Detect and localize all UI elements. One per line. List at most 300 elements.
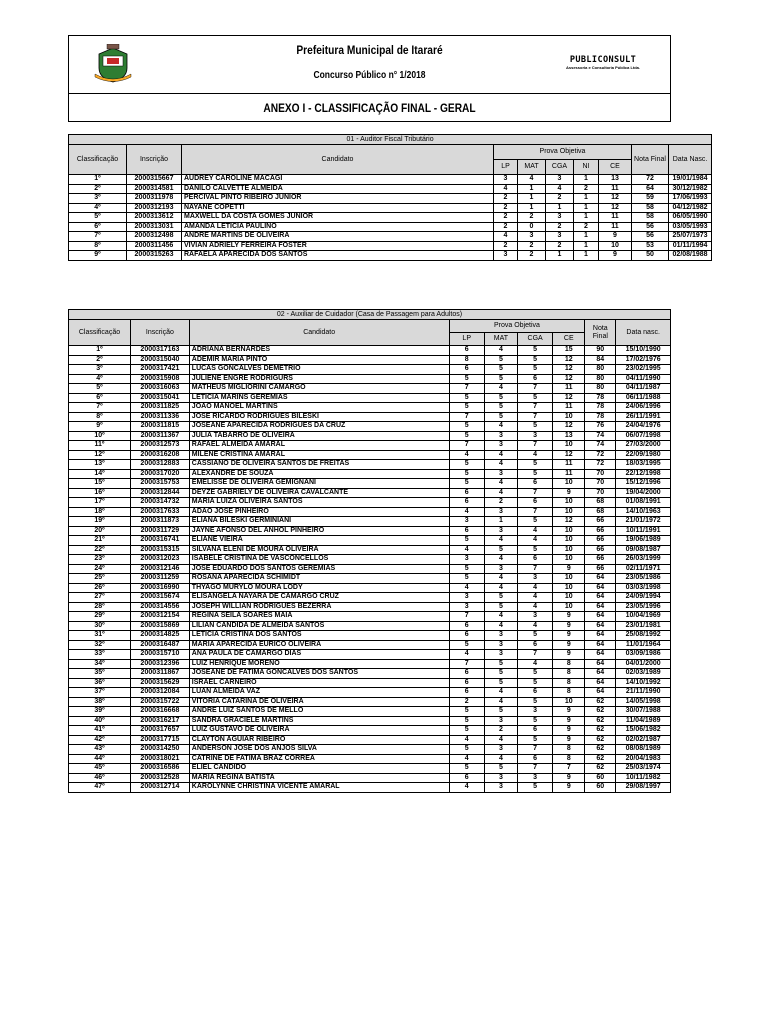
cell-cga: 5 [517,460,552,470]
cell-ce: 10 [553,602,585,612]
cell-lp: 4 [494,232,518,242]
cell-ce: 10 [553,526,585,536]
section-title: 01 - Auditor Fiscal Tributário [69,135,712,145]
cell-nota-final: 74 [585,441,616,451]
cell-inscricao: 2000317163 [131,346,190,356]
cell-mat: 3 [484,745,517,755]
cell-candidato: MARIA LUIZA OLIVEIRA SANTOS [189,498,449,508]
cell-lp: 3 [494,251,518,261]
cell-nota-final: 62 [585,745,616,755]
cell-mat: 3 [484,783,517,793]
cell-classificacao: 36º [69,678,131,688]
cell-mat: 5 [484,602,517,612]
cell-mat: 5 [484,764,517,774]
cell-classificacao: 5º [69,384,131,394]
cell-lp: 3 [494,175,518,185]
cell-classificacao: 21º [69,536,131,546]
cell-candidato: JOSEPH WILLIAN RODRIGUES BEZERRA [189,602,449,612]
cell-nota-final: 64 [585,612,616,622]
table-row [69,669,671,679]
cell-classificacao: 3º [69,365,131,375]
cell-nota-final: 80 [585,384,616,394]
cell-inscricao: 2000312084 [131,688,190,698]
cell-nota-final: 62 [585,764,616,774]
cell-classificacao: 17º [69,498,131,508]
cell-ce: 10 [553,583,585,593]
table-row [69,555,671,565]
cell-nota-final: 78 [585,403,616,413]
cell-mat: 5 [484,355,517,365]
cell-candidato: LILIAN CANDIDA DE ALMEIDA SANTOS [189,621,449,631]
cell-cga: 3 [517,612,552,622]
cell-lp: 2 [494,213,518,223]
cell-classificacao: 43º [69,745,131,755]
cell-data-nasc: 14/05/1998 [616,697,671,707]
cell-candidato: SILVANA ELENI DE MOURA OLIVEIRA [189,545,449,555]
cell-mat: 3 [484,773,517,783]
cell-lp: 4 [449,754,484,764]
cell-lp: 7 [449,659,484,669]
cell-cga: 7 [517,650,552,660]
cell-candidato: ELIANE VIEIRA [189,536,449,546]
cell-data-nasc: 02/08/1988 [669,251,712,261]
cell-cga: 6 [517,498,552,508]
cell-ce: 10 [599,241,632,251]
cell-cga: 6 [517,754,552,764]
table-row [69,251,712,261]
table-row [69,365,671,375]
col-ce: CE [553,333,585,346]
cell-inscricao: 2000315040 [131,355,190,365]
cell-ce: 11 [553,403,585,413]
cell-classificacao: 2º [69,184,127,194]
cell-cga: 5 [517,783,552,793]
cell-mat: 3 [484,469,517,479]
cell-lp: 6 [449,631,484,641]
cell-mat: 5 [484,707,517,717]
cell-nota-final: 64 [585,621,616,631]
cell-mat: 5 [484,659,517,669]
cell-candidato: VIVIAN ADRIELY FERREIRA FOSTER [182,241,494,251]
cell-data-nasc: 02/11/1971 [616,564,671,574]
cell-candidato: MATHEUS MIGLIORINI CAMARGO [189,384,449,394]
cell-classificacao: 45º [69,764,131,774]
table-row [69,764,671,774]
cell-mat: 3 [484,431,517,441]
cell-classificacao: 37º [69,688,131,698]
cell-nota-final: 60 [585,783,616,793]
cell-nota-final: 64 [585,659,616,669]
cell-ce: 10 [553,545,585,555]
cell-data-nasc: 02/03/1989 [616,669,671,679]
cell-data-nasc: 17/02/1976 [616,355,671,365]
header-top [69,36,670,94]
cell-ce: 12 [553,517,585,527]
cell-nota-final: 64 [585,574,616,584]
col-ni: NI [574,160,599,175]
cell-cga: 2 [546,194,574,204]
cell-mat: 3 [484,526,517,536]
cell-nota-final: 56 [632,232,669,242]
table-row [69,697,671,707]
cell-mat: 2 [518,213,546,223]
cell-data-nasc: 23/05/1986 [616,574,671,584]
cell-ce: 10 [553,697,585,707]
cell-candidato: ELIEL CANDIDO [189,764,449,774]
cell-data-nasc: 02/02/1987 [616,735,671,745]
cell-candidato: SANDRA GRACIELE MARTINS [189,716,449,726]
cell-inscricao: 2000315908 [131,374,190,384]
cell-data-nasc: 10/11/1982 [616,773,671,783]
table-row [69,517,671,527]
table-row [69,498,671,508]
table-row [69,612,671,622]
cell-lp: 6 [449,621,484,631]
cell-mat: 4 [484,612,517,622]
cell-mat: 2 [484,498,517,508]
cell-classificacao: 15º [69,479,131,489]
cell-lp: 4 [449,545,484,555]
cell-ce: 7 [553,764,585,774]
cell-cga: 7 [517,403,552,413]
table-row [69,222,712,232]
cell-nota-final: 72 [585,450,616,460]
table-row [69,460,671,470]
cell-inscricao: 2000312844 [131,488,190,498]
cell-nota-final: 50 [632,251,669,261]
cell-data-nasc: 25/08/1992 [616,631,671,641]
cell-candidato: LUCAS GONCALVES DEMETRIO [189,365,449,375]
cell-candidato: RAFAEL ALMEIDA AMARAL [189,441,449,451]
cell-nota-final: 80 [585,374,616,384]
cell-classificacao: 2º [69,355,131,365]
cell-candidato: CATRINE DE FATIMA BRAZ CORREA [189,754,449,764]
cell-nota-final: 64 [585,640,616,650]
cell-lp: 6 [449,526,484,536]
cell-classificacao: 28º [69,602,131,612]
cell-data-nasc: 10/04/1969 [616,612,671,622]
cell-data-nasc: 03/03/1998 [616,583,671,593]
cell-lp: 5 [449,726,484,736]
cell-candidato: NAYANE COPETTI [182,203,494,213]
cell-cga: 1 [546,203,574,213]
cell-data-nasc: 06/11/1988 [616,393,671,403]
cell-mat: 3 [518,232,546,242]
cell-mat: 4 [484,574,517,584]
cell-mat: 4 [518,175,546,185]
cell-data-nasc: 10/11/1991 [616,526,671,536]
cell-inscricao: 2000312498 [127,232,182,242]
cell-candidato: ELIANA BILESKI GERMINIANI [189,517,449,527]
cell-classificacao: 47º [69,783,131,793]
cell-candidato: ISABELE CRISTINA DE VASCONCELLOS [189,555,449,565]
cell-ce: 8 [553,688,585,698]
cell-ni: 1 [574,241,599,251]
cell-cga: 4 [517,450,552,460]
cell-mat: 4 [484,346,517,356]
cell-mat: 5 [484,403,517,413]
cell-candidato: LUIZ HENRIQUE MORENO [189,659,449,669]
cell-classificacao: 42º [69,735,131,745]
cell-mat: 3 [484,507,517,517]
cell-cga: 5 [517,697,552,707]
cell-candidato: VITORIA CATARINA DE OLIVEIRA [189,697,449,707]
cell-cga: 6 [517,640,552,650]
cell-mat: 3 [484,564,517,574]
cell-mat: 3 [484,441,517,451]
cell-lp: 6 [449,669,484,679]
cell-ce: 11 [553,469,585,479]
cell-data-nasc: 25/03/1974 [616,764,671,774]
cell-inscricao: 2000317633 [131,507,190,517]
cell-cga: 5 [517,631,552,641]
cell-inscricao: 2000312528 [131,773,190,783]
cell-nota-final: 66 [585,526,616,536]
cell-cga: 4 [517,593,552,603]
cell-ce: 10 [553,507,585,517]
cell-classificacao: 24º [69,564,131,574]
cell-inscricao: 2000317421 [131,365,190,375]
cell-lp: 6 [449,678,484,688]
cell-lp: 5 [449,374,484,384]
cell-classificacao: 27º [69,593,131,603]
cell-data-nasc: 27/03/2000 [616,441,671,451]
cell-inscricao: 2000315315 [131,545,190,555]
cell-candidato: ANDRE LUIZ SANTOS DE MELLO [189,707,449,717]
auxiliar-cuidador-table [68,309,671,793]
cell-mat: 4 [484,479,517,489]
cell-ce: 9 [553,631,585,641]
cell-classificacao: 30º [69,621,131,631]
cell-lp: 7 [449,441,484,451]
cell-candidato: DANILO CALVETTE ALMEIDA [182,184,494,194]
cell-inscricao: 2000312146 [131,564,190,574]
cell-mat: 3 [484,640,517,650]
cell-mat: 2 [484,726,517,736]
table-row [69,422,671,432]
cell-nota-final: 58 [632,203,669,213]
cell-classificacao: 31º [69,631,131,641]
cell-nota-final: 62 [585,726,616,736]
cell-nota-final: 58 [632,213,669,223]
cell-ni: 1 [574,194,599,204]
cell-candidato: LETICIA MARINS GEREMIAS [189,393,449,403]
table-row [69,707,671,717]
cell-ce: 9 [553,621,585,631]
cell-cga: 5 [517,422,552,432]
cell-nota-final: 64 [585,602,616,612]
cell-inscricao: 2000315722 [131,697,190,707]
cell-nota-final: 90 [585,346,616,356]
cell-inscricao: 2000314825 [131,631,190,641]
cell-cga: 3 [546,175,574,185]
col-inscricao: Inscrição [127,145,182,175]
cell-candidato: JOAO MANOEL MARTINS [189,403,449,413]
cell-ni: 1 [574,232,599,242]
cell-cga: 5 [517,365,552,375]
cell-ce: 11 [599,222,632,232]
cell-classificacao: 32º [69,640,131,650]
cell-candidato: JOSEANE APARECIDA RODRIGUES DA CRUZ [189,422,449,432]
cell-ce: 9 [553,612,585,622]
cell-ce: 10 [553,555,585,565]
cell-ce: 13 [553,431,585,441]
cell-nota-final: 62 [585,697,616,707]
cell-cga: 3 [517,431,552,441]
auditor-fiscal-rows [69,175,712,261]
cell-lp: 2 [494,203,518,213]
cell-cga: 7 [517,507,552,517]
cell-mat: 4 [484,422,517,432]
cell-cga: 3 [546,213,574,223]
cell-classificacao: 4º [69,374,131,384]
cell-inscricao: 2000311729 [131,526,190,536]
cell-ce: 9 [553,707,585,717]
cell-nota-final: 64 [632,184,669,194]
cell-mat: 4 [484,754,517,764]
cell-lp: 5 [449,536,484,546]
table-row [69,545,671,555]
cell-nota-final: 70 [585,479,616,489]
cell-ce: 9 [553,726,585,736]
cell-nota-final: 66 [585,545,616,555]
table-row [69,602,671,612]
col-lp: LP [494,160,518,175]
cell-nota-final: 62 [585,716,616,726]
cell-ce: 10 [553,536,585,546]
cell-ce: 11 [553,460,585,470]
cell-inscricao: 2000315629 [131,678,190,688]
cell-ce: 11 [599,184,632,194]
annex-title: ANEXO I - CLASSIFICAÇÃO FINAL - GERAL [263,101,476,115]
cell-classificacao: 35º [69,669,131,679]
cell-ni: 1 [574,175,599,185]
cell-mat: 5 [484,669,517,679]
cell-classificacao: 6º [69,393,131,403]
cell-lp: 6 [449,498,484,508]
cell-data-nasc: 18/03/1995 [616,460,671,470]
cell-data-nasc: 01/11/1994 [669,241,712,251]
cell-mat: 0 [518,222,546,232]
cell-classificacao: 9º [69,422,131,432]
cell-cga: 3 [546,232,574,242]
cell-candidato: ADEMIR MARIA PINTO [189,355,449,365]
cell-inscricao: 2000313031 [127,222,182,232]
cell-ce: 8 [553,754,585,764]
cell-inscricao: 2000312154 [131,612,190,622]
cell-classificacao: 46º [69,773,131,783]
cell-cga: 6 [517,726,552,736]
cell-data-nasc: 29/08/1997 [616,783,671,793]
cell-data-nasc: 15/10/1990 [616,346,671,356]
cell-data-nasc: 11/04/1989 [616,716,671,726]
cell-candidato: LETICIA CRISTINA DOS SANTOS [189,631,449,641]
cell-inscricao: 2000311867 [131,669,190,679]
cell-cga: 3 [517,773,552,783]
cell-data-nasc: 23/02/1995 [616,365,671,375]
cell-inscricao: 2000317020 [131,469,190,479]
cell-nota-final: 64 [585,583,616,593]
cell-classificacao: 20º [69,526,131,536]
cell-cga: 7 [517,764,552,774]
cell-candidato: CLAYTON AGUIAR RIBEIRO [189,735,449,745]
cell-cga: 5 [517,735,552,745]
cell-nota-final: 78 [585,412,616,422]
table-row [69,631,671,641]
table-row [69,526,671,536]
cell-mat: 5 [484,678,517,688]
cell-lp: 4 [449,507,484,517]
table-row [69,593,671,603]
table-row [69,441,671,451]
cell-cga: 2 [546,222,574,232]
cell-classificacao: 40º [69,716,131,726]
cell-classificacao: 1º [69,346,131,356]
cell-cga: 1 [546,251,574,261]
table-row [69,374,671,384]
table-row [69,659,671,669]
table-row [69,688,671,698]
cell-inscricao: 2000315869 [131,621,190,631]
col-prova-objetiva: Prova Objetiva [449,320,585,333]
cell-cga: 3 [517,574,552,584]
cell-lp: 3 [449,555,484,565]
cell-cga: 7 [517,745,552,755]
cell-data-nasc: 24/04/1976 [616,422,671,432]
cell-nota-final: 68 [585,498,616,508]
organization-name: Prefeitura Municipal de Itararé [296,43,443,57]
cell-candidato: KAROLYNNE CHRISTINA VICENTE AMARAL [189,783,449,793]
cell-data-nasc: 24/06/1996 [616,403,671,413]
cell-lp: 5 [449,393,484,403]
cell-data-nasc: 30/12/1982 [669,184,712,194]
cell-inscricao: 2000315263 [127,251,182,261]
auxiliar-cuidador-rows [69,346,671,793]
cell-nota-final: 62 [585,707,616,717]
cell-ce: 12 [553,393,585,403]
cell-ce: 9 [553,773,585,783]
cell-classificacao: 1º [69,175,127,185]
cell-inscricao: 2000318021 [131,754,190,764]
cell-mat: 4 [484,555,517,565]
cell-lp: 5 [449,764,484,774]
cell-cga: 5 [517,355,552,365]
cell-classificacao: 18º [69,507,131,517]
col-candidato: Candidato [182,145,494,175]
cell-ce: 12 [553,450,585,460]
cell-inscricao: 2000312883 [131,460,190,470]
cell-ce: 10 [553,479,585,489]
cell-data-nasc: 23/01/1981 [616,621,671,631]
col-ce: CE [599,160,632,175]
cell-lp: 2 [449,697,484,707]
table-row [69,175,712,185]
cell-inscricao: 2000316063 [131,384,190,394]
cell-classificacao: 14º [69,469,131,479]
table-row [69,726,671,736]
table-row [69,232,712,242]
cell-nota-final: 64 [585,688,616,698]
cell-inscricao: 2000313612 [127,213,182,223]
cell-mat: 4 [484,488,517,498]
cell-inscricao: 2000315667 [127,175,182,185]
cell-lp: 4 [449,650,484,660]
cell-candidato: JOSE EDUARDO DOS SANTOS GEREMIAS [189,564,449,574]
cell-cga: 6 [517,555,552,565]
cell-lp: 2 [494,194,518,204]
cell-data-nasc: 14/10/1963 [616,507,671,517]
cell-ce: 9 [553,640,585,650]
